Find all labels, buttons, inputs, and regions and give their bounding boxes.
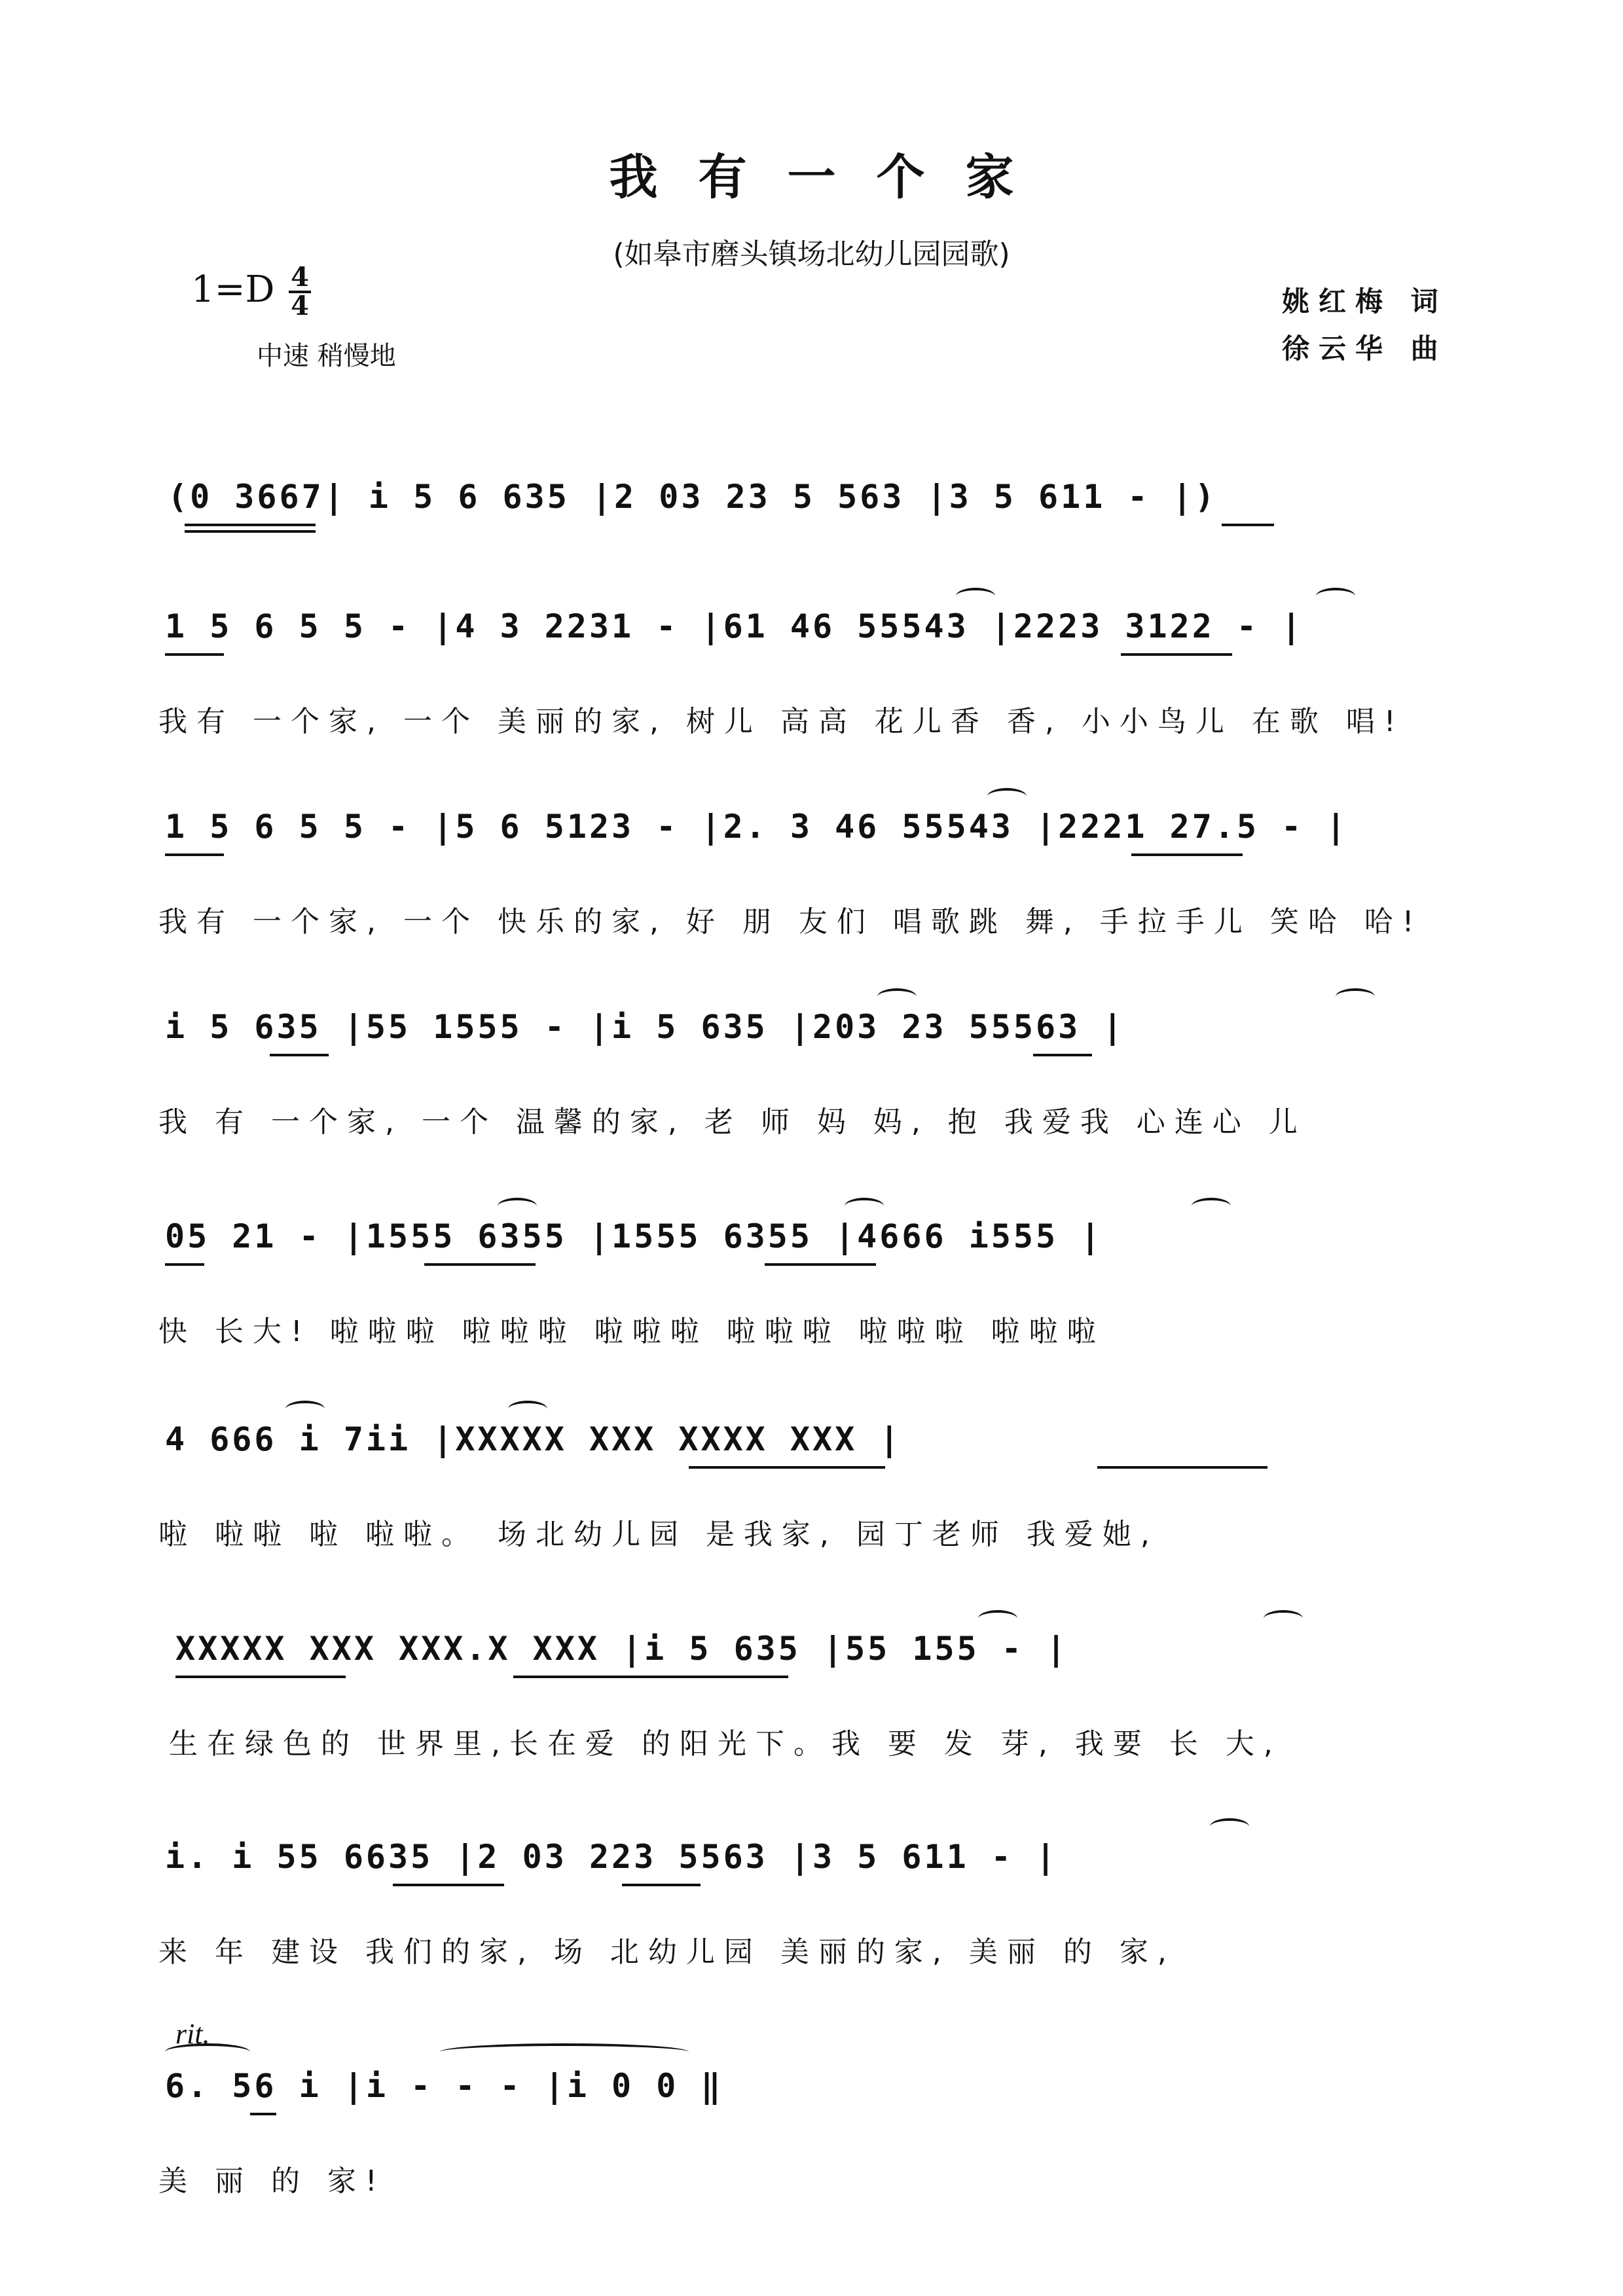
time-signature-bottom: 4 [291, 291, 309, 321]
key-signature: 1=D [191, 268, 275, 311]
beam-line [165, 853, 224, 856]
notation-line: XXXXX XXX XXX.X XXX |i 5 635 |55 155 - | [175, 1630, 1069, 1668]
slur-mark [165, 2043, 250, 2060]
tempo-marking: 中速 稍慢地 [257, 341, 396, 371]
lyrics-line: 快 长大! 啦啦啦 啦啦啦 啦啦啦 啦啦啦 啦啦啦 啦啦啦 [158, 1315, 1105, 1348]
beam-line [1121, 653, 1232, 656]
beam-line [513, 1676, 788, 1678]
slur-mark [1210, 1818, 1249, 1835]
slur-mark [845, 1198, 884, 1215]
time-signature [287, 264, 313, 319]
slur-mark [978, 1610, 1017, 1627]
notation-line: (0 3667| i 5 6 635 |2 03 23 5 563 |3 5 611 - |) [168, 478, 1217, 516]
notation-line: 1 5 6 5 5 - |4 3 2231 - |61 46 55543 |2223 3122 - | [165, 607, 1304, 645]
song-subtitle: (如皋市磨头镇场北幼儿园园歌) [613, 238, 1010, 271]
beam-line [270, 1054, 329, 1056]
beam-line [424, 1263, 536, 1266]
slur-mark [1336, 988, 1375, 1005]
notation-line: 1 5 6 5 5 - |5 6 5123 - |2. 3 46 55543 |2221 27.5 - | [165, 808, 1349, 846]
beam-line [1131, 853, 1243, 856]
beam-line [393, 1884, 504, 1886]
slur-mark [1264, 1610, 1303, 1627]
slur-mark [987, 788, 1027, 805]
composer-credit: 徐云华 曲 [1282, 332, 1448, 365]
beam-line [175, 1676, 346, 1678]
lyrics-line: 来 年 建设 我们的家, 场 北幼儿园 美丽的家, 美丽 的 家, [158, 1935, 1176, 1969]
lyricist-credit: 姚红梅 词 [1282, 285, 1448, 317]
beam-line [250, 2113, 276, 2115]
tie-mark [440, 2043, 689, 2060]
slur-mark [877, 988, 917, 1005]
lyrics-line: 啦 啦啦 啦 啦啦。 场北幼儿园 是我家, 园丁老师 我爱她, [158, 1518, 1159, 1551]
slur-mark [508, 1401, 547, 1418]
lyrics-line: 生在绿色的 世界里,长在爱 的阳光下。我 要 发 芽, 我要 长 大, [169, 1727, 1282, 1761]
beam-line [185, 530, 316, 533]
lyrics-line: 美 丽 的 家! [158, 2164, 386, 2198]
beam-line [1097, 1466, 1267, 1469]
lyrics-line: 我 有 一个家, 一个 温馨的家, 老 师 妈 妈, 抱 我爱我 心连心 儿 [158, 1105, 1307, 1139]
beam-line [689, 1466, 885, 1469]
beam-line [165, 1263, 204, 1266]
notation-line: i. i 55 6635 |2 03 223 5563 |3 5 611 - | [165, 1838, 1059, 1876]
ritardando-marking: rit. [175, 2018, 210, 2050]
song-title: 我有一个家 [609, 149, 1055, 206]
notation-line: 05 21 - |1555 6355 |1555 6355 |4666 i555 | [165, 1217, 1103, 1255]
slur-mark [1316, 588, 1355, 605]
slur-mark [498, 1198, 537, 1215]
beam-line [165, 653, 224, 656]
beam-line [765, 1263, 876, 1266]
notation-line: 6. 56 i |i - - - |i 0 0 ‖ [165, 2067, 723, 2105]
slur-mark [285, 1401, 325, 1418]
beam-line [1222, 524, 1274, 526]
notation-line: i 5 635 |55 1555 - |i 5 635 |203 23 55563 | [165, 1008, 1125, 1046]
slur-mark [1192, 1198, 1231, 1215]
notation-line: 4 666 i 7ii |XXXXX XXX XXXX XXX | [165, 1420, 902, 1458]
lyrics-line: 我有 一个家, 一个 快乐的家, 好 朋 友们 唱歌跳 舞, 手拉手儿 笑哈 哈! [158, 905, 1423, 939]
time-signature-top: 4 [291, 262, 309, 293]
beam-line [185, 524, 316, 526]
beam-line [1033, 1054, 1092, 1056]
beam-line [622, 1884, 701, 1886]
lyrics-line: 我有 一个家, 一个 美丽的家, 树儿 高高 花儿香 香, 小小鸟儿 在歌 唱! [158, 705, 1405, 738]
slur-mark [956, 588, 995, 605]
